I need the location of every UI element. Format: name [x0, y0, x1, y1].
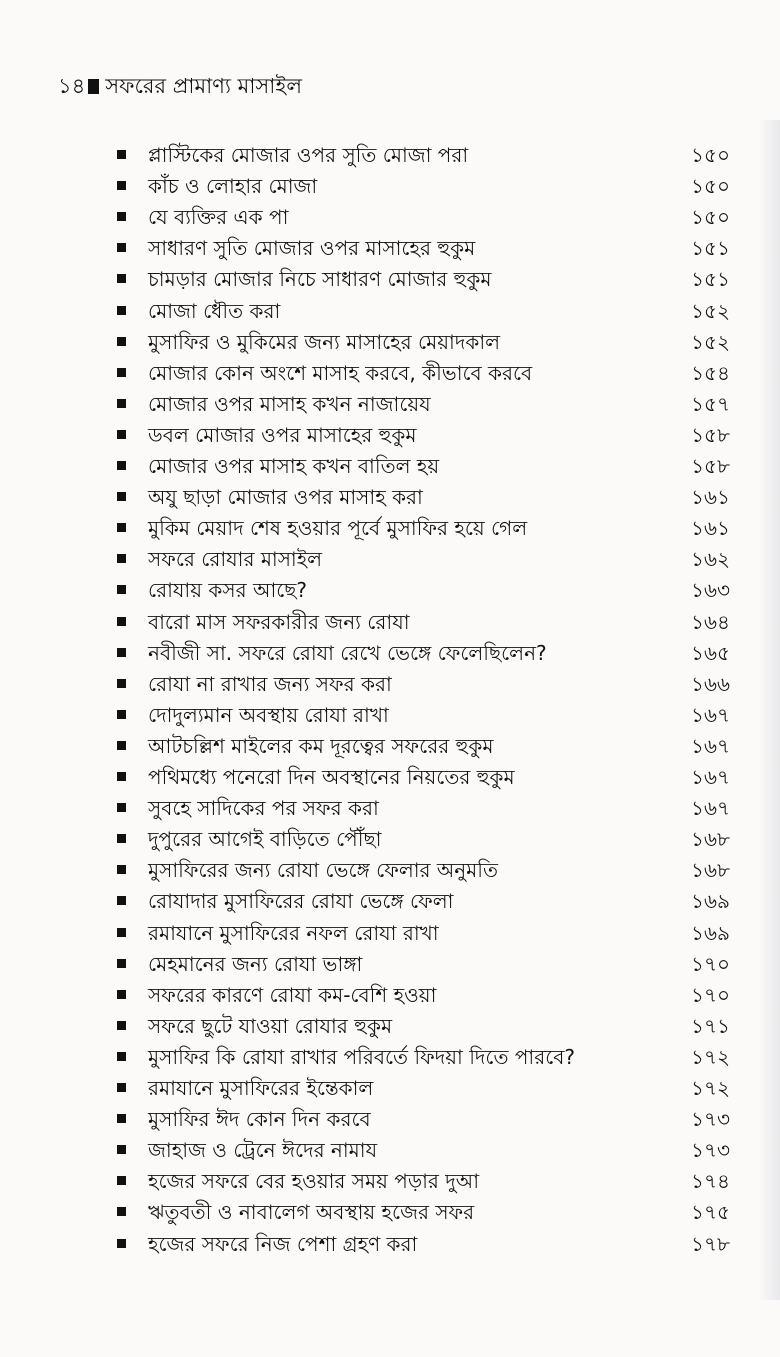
toc-entry-page: ১৬৭	[691, 765, 730, 789]
toc-entry	[0, 855, 780, 886]
toc-entry-title: প্লাস্টিকের মোজার ওপর সুতি মোজা পরা	[148, 143, 469, 167]
square-bullet-icon	[117, 492, 126, 501]
page-number: ১৪	[58, 74, 86, 98]
toc-entry-title: মোজা ধৌত করা	[148, 298, 281, 323]
toc-entry-page: ১৭৩	[691, 1138, 730, 1163]
toc-entry	[0, 762, 780, 793]
running-header	[58, 72, 302, 100]
toc-entry	[0, 264, 780, 295]
square-bullet-icon	[117, 306, 126, 315]
toc-entry	[0, 544, 780, 575]
square-bullet-icon	[117, 1021, 126, 1030]
toc-entry	[0, 949, 780, 980]
toc-entry-title: ঋতুবতী ও নাবালেগ অবস্থায় হজের সফর	[148, 1200, 475, 1225]
toc-entry-title: ডবল মোজার ওপর মাসাহের হুকুম	[148, 422, 417, 447]
toc-entry	[0, 1166, 780, 1197]
toc-entry-title: আটচল্লিশ মাইলের কম দূরত্বের সফরের হুকুম	[148, 733, 494, 758]
square-bullet-icon	[117, 741, 126, 750]
square-bullet-icon	[117, 585, 126, 594]
toc-entry-title: দুপুরের আগেই বাড়িতে পৌঁছা	[148, 827, 382, 852]
toc-entry	[0, 327, 780, 358]
square-bullet-icon	[117, 1176, 126, 1185]
toc-entry	[0, 233, 780, 264]
toc-entry-title: হজের সফরে বের হওয়ার সময় পড়ার দুআ	[148, 1169, 480, 1194]
toc-entry	[0, 451, 780, 482]
toc-entry	[0, 140, 780, 171]
toc-entry-title: সাধারণ সুতি মোজার ওপর মাসাহের হুকুম	[148, 236, 476, 261]
toc-entry-title: সুবহে সাদিকের পর সফর করা	[148, 796, 379, 821]
toc-entry-page: ১৬৫	[691, 640, 730, 665]
toc-entry-page: ১৬১	[691, 516, 730, 541]
square-bullet-icon	[117, 896, 126, 905]
toc-entry-page: ১৬৭	[691, 733, 730, 758]
square-bullet-icon	[117, 803, 126, 812]
toc-entry-page: ১৫১	[691, 267, 730, 292]
toc-entry	[0, 669, 780, 700]
toc-entry-title: সফরের কারণে রোযা কম-বেশি হওয়া	[148, 982, 437, 1007]
toc-entry-page: ১৬৯	[691, 920, 730, 945]
square-bullet-icon	[117, 928, 126, 937]
toc-entry	[0, 513, 780, 544]
square-bullet-icon	[117, 990, 126, 999]
toc-entry-page: ১৬৩	[691, 578, 730, 603]
toc-entry-page: ১৭২	[691, 1044, 730, 1069]
toc-entry	[0, 1073, 780, 1104]
square-bullet-icon	[117, 181, 126, 190]
toc-entry-page: ১৫১	[691, 236, 730, 261]
toc-entry-page: ১৫২	[691, 329, 730, 354]
toc-entry-page: ১৬৭	[691, 702, 730, 727]
toc-entry-title: রমাযানে মুসাফিরের ইন্তেকাল	[148, 1076, 374, 1100]
toc-entry-page: ১৬১	[691, 485, 730, 510]
toc-entry-title: রোযা না রাখার জন্য সফর করা	[148, 671, 392, 696]
square-bullet-icon	[117, 1239, 126, 1248]
square-bullet-icon	[117, 959, 126, 968]
toc-entry-page: ১৫৭	[691, 391, 730, 416]
toc-entry-title: মোজার ওপর মাসাহ কখন বাতিল হয়	[148, 454, 440, 478]
toc-entry-title: নবীজী সা. সফরে রোযা রেখে ভেঙ্গে ফেলেছিলেন?	[148, 640, 547, 665]
toc-entry	[0, 793, 780, 824]
toc-entry-title: মোজার ওপর মাসাহ কখন নাজায়েয	[148, 391, 431, 416]
square-bullet-icon	[117, 461, 126, 470]
toc-entry-title: মোজার কোন অংশে মাসাহ করবে, কীভাবে করবে	[148, 360, 533, 385]
square-bullet-icon	[117, 710, 126, 719]
square-bullet-icon	[117, 772, 126, 781]
toc-entry-page: ১৭৩	[691, 1107, 730, 1132]
square-bullet-icon	[117, 212, 126, 221]
toc-entry	[0, 389, 780, 420]
toc-entry-page: ১৭২	[691, 1076, 730, 1100]
square-bullet-icon	[117, 554, 126, 563]
square-bullet-icon	[117, 1207, 126, 1216]
toc-entry	[0, 731, 780, 762]
toc-entry-page: ১৫৮	[691, 422, 730, 447]
square-bullet-icon	[117, 1083, 126, 1092]
square-bullet-icon	[117, 243, 126, 252]
square-bullet-icon	[117, 834, 126, 843]
square-bullet-icon	[117, 1145, 126, 1154]
toc-entry	[0, 1011, 780, 1042]
square-bullet-icon	[117, 274, 126, 283]
square-bullet-icon	[117, 1052, 126, 1061]
toc-entry-title: মুসাফির ও মুকিমের জন্য মাসাহের মেয়াদকাল	[148, 329, 501, 354]
toc-entry-page: ১৬৪	[691, 609, 730, 634]
toc-entry-title: সফরে রোযার মাসাইল	[148, 547, 323, 572]
square-bullet-icon	[117, 368, 126, 377]
square-bullet-icon	[117, 523, 126, 532]
toc-entry-title: মুসাফির ঈদ কোন দিন করবে	[148, 1107, 371, 1132]
square-bullet-icon	[117, 399, 126, 408]
square-bullet-icon	[117, 150, 126, 159]
toc-entry	[0, 824, 780, 855]
toc-entry-page: ১৬৭	[691, 796, 730, 821]
toc-entry	[0, 171, 780, 202]
toc-entry	[0, 1104, 780, 1135]
toc-entry-page: ১৫০	[691, 205, 730, 230]
toc-entry	[0, 1135, 780, 1166]
toc-entry	[0, 482, 780, 513]
toc-entry-page: ১৭০	[691, 951, 730, 976]
toc-entry-page: ১৫০	[691, 174, 730, 199]
toc-entry-page: ১৭৮	[691, 1231, 730, 1256]
toc-entry	[0, 358, 780, 389]
toc-entry-page: ১৫৪	[691, 360, 730, 385]
toc-entry	[0, 296, 780, 327]
square-separator-icon	[88, 79, 99, 94]
toc-entry-title: হজের সফরে নিজ পেশা গ্রহণ করা	[148, 1231, 418, 1256]
toc-entry-page: ১৭৪	[691, 1169, 730, 1194]
toc-entry	[0, 700, 780, 731]
toc-entry-title: মুসাফিরের জন্য রোযা ভেঙ্গে ফেলার অনুমতি	[148, 858, 498, 883]
toc-entry-title: যে ব্যক্তির এক পা	[148, 205, 289, 230]
toc-entry-title: রমাযানে মুসাফিরের নফল রোযা রাখা	[148, 920, 439, 945]
toc-entry-title: মেহমানের জন্য রোযা ভাঙ্গা	[148, 951, 363, 976]
toc-entry-title: জাহাজ ও ট্রেনে ঈদের নামায	[148, 1138, 378, 1163]
square-bullet-icon	[117, 1114, 126, 1123]
toc-entry	[0, 575, 780, 606]
toc-entry-title: দোদুল্যমান অবস্থায় রোযা রাখা	[148, 702, 389, 727]
toc-entry-title: সফরে ছুটে যাওয়া রোযার হুকুম	[148, 1013, 393, 1038]
toc-entry	[0, 1042, 780, 1073]
toc-entry-page: ১৫০	[691, 143, 730, 167]
toc-entry	[0, 607, 780, 638]
toc-entry-page: ১৬২	[691, 547, 730, 572]
toc-entry-title: বারো মাস সফরকারীর জন্য রোযা	[148, 609, 410, 634]
toc-entry	[0, 980, 780, 1011]
bleed-through-edge	[758, 120, 780, 1300]
toc-entry-title: রোযায় কসর আছে?	[148, 578, 308, 603]
toc-entry-page: ১৫৮	[691, 454, 730, 478]
book-title: সফরের প্রামাণ্য মাসাইল	[105, 74, 302, 98]
toc-entry	[0, 638, 780, 669]
toc-entry-page: ১৬৮	[691, 827, 730, 852]
square-bullet-icon	[117, 865, 126, 874]
toc-entry	[0, 420, 780, 451]
square-bullet-icon	[117, 430, 126, 439]
toc-entry-page: ১৭০	[691, 982, 730, 1007]
toc-entry-title: কাঁচ ও লোহার মোজা	[148, 174, 318, 199]
toc-entry-title: মুসাফির কি রোযা রাখার পরিবর্তে ফিদয়া দিতে পারবে?	[148, 1044, 575, 1069]
square-bullet-icon	[117, 648, 126, 657]
toc-entry-page: ১৭১	[691, 1013, 730, 1038]
toc-entry-page: ১৬৯	[691, 889, 730, 914]
toc-entry-page: ১৫২	[691, 298, 730, 323]
toc-entry-page: ১৬৮	[691, 858, 730, 883]
toc-entry	[0, 1229, 780, 1260]
toc-entry-title: মুকিম মেয়াদ শেষ হওয়ার পূর্বে মুসাফির হয়ে গেল	[148, 516, 528, 541]
square-bullet-icon	[117, 337, 126, 346]
toc-entry-title: অযু ছাড়া মোজার ওপর মাসাহ করা	[148, 485, 423, 510]
square-bullet-icon	[117, 679, 126, 688]
toc-entry-title: পথিমধ্যে পনেরো দিন অবস্থানের নিয়তের হুকুম	[148, 765, 515, 789]
toc-entry	[0, 886, 780, 917]
toc-entry-page: ১৭৫	[691, 1200, 730, 1225]
toc-entry	[0, 202, 780, 233]
toc-entry-title: রোযাদার মুসাফিরের রোযা ভেঙ্গে ফেলা	[148, 889, 454, 914]
square-bullet-icon	[117, 617, 126, 626]
toc-entry-title: চামড়ার মোজার নিচে সাধারণ মোজার হুকুম	[148, 267, 492, 292]
toc-entry	[0, 918, 780, 949]
toc-entry-page: ১৬৬	[691, 671, 730, 696]
toc-entry	[0, 1197, 780, 1228]
